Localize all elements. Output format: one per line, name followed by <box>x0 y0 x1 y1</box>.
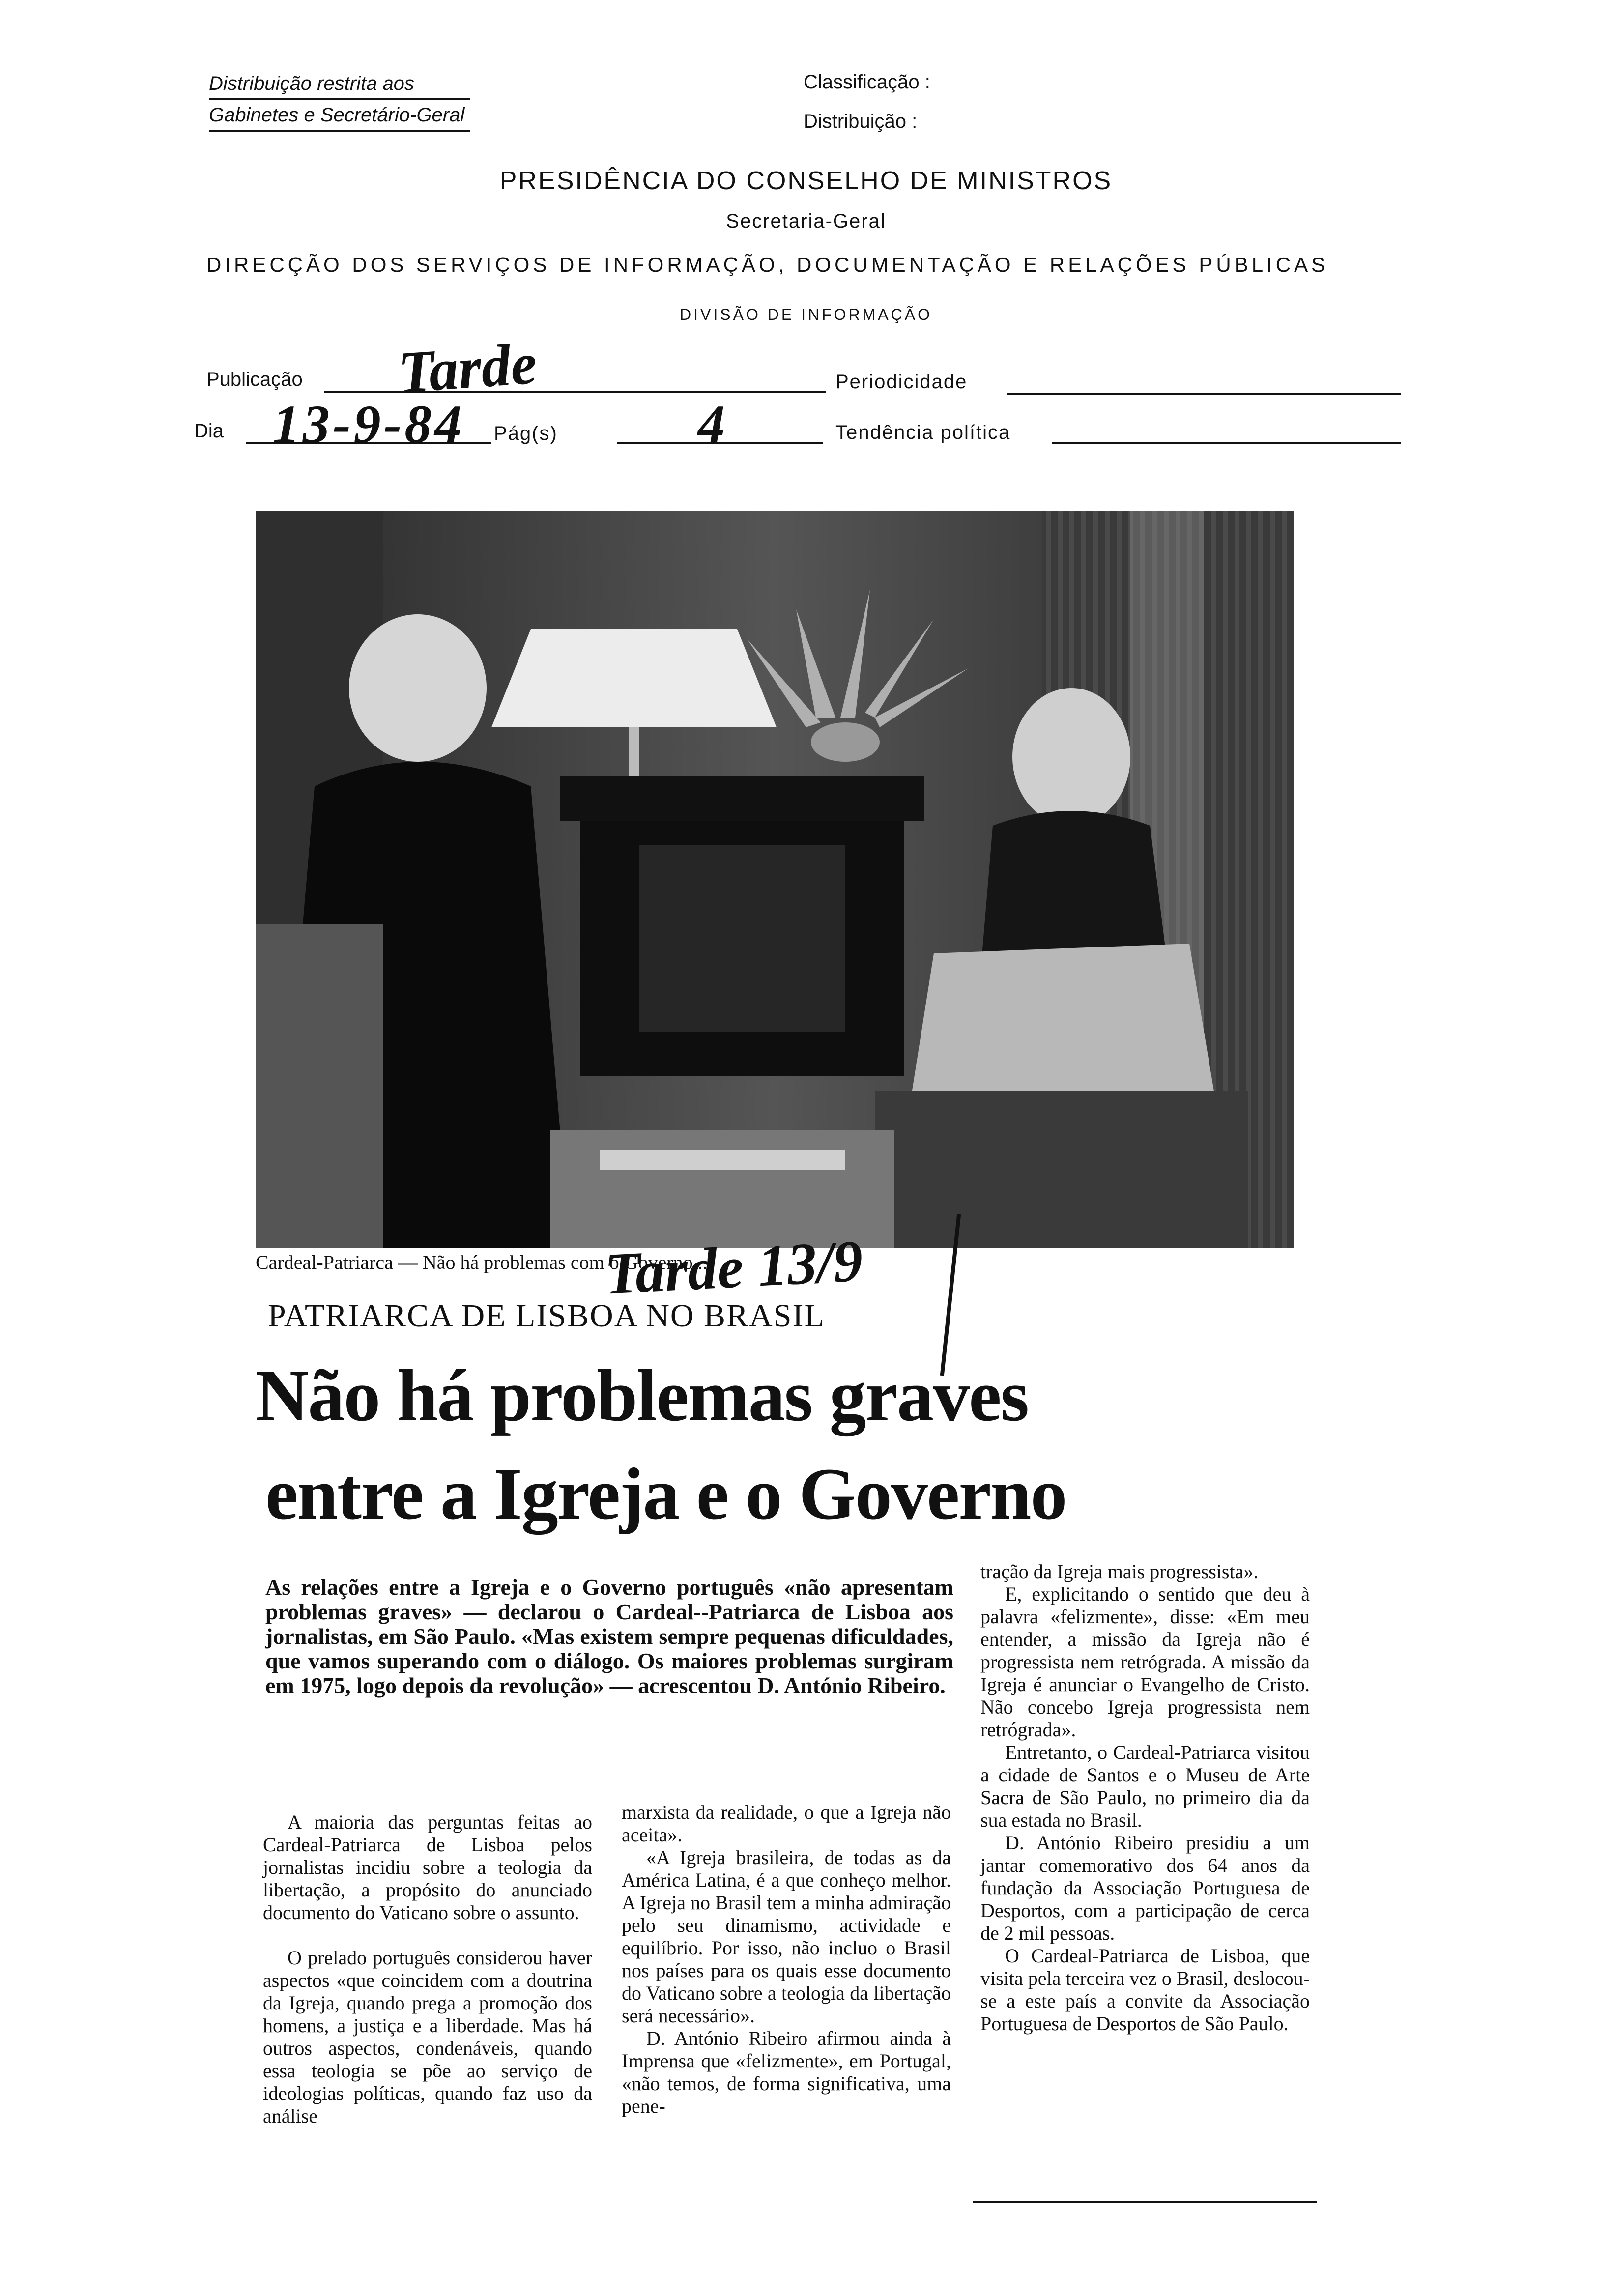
article-paragraph: D. António Ribeiro afirmou ainda à Imprensa que «felizmente», em Portugal, «não temos, de forma significativa, uma pene- <box>622 2027 951 2117</box>
article-headline-line1: Não há problemas graves <box>256 1355 1029 1436</box>
article-paragraph: tração da Igreja mais progressista». <box>980 1560 1259 1582</box>
article-paragraph: marxista da realidade, o que a Igreja não aceita». <box>622 1801 951 1846</box>
handwritten-note: Tarde 13/9 <box>603 1228 864 1307</box>
article-paragraph: «A Igreja brasileira, de todas as da América Latina, é a que conheço melhor. A Igreja no Brasil tem a minha admiração pelo seu dinamismo, actividade e equilíbrio. Por isso, não incluo o Brasil nos países para os quais esse documento do Vaticano sobre a teologia da libertação será necessário». <box>622 1846 951 2027</box>
distribution-note-line1: Distribuição restrita aos <box>209 69 470 100</box>
article-headline-line2: entre a Igreja e o Governo <box>265 1453 1066 1535</box>
article-bottom-rule <box>973 2201 1317 2203</box>
article-paragraph: A maioria das perguntas feitas ao Cardeal-Patriarca de Lisboa pelos jornalistas incidiu sobre a teologia da libertação, a propósito do anunciado documento do Vaticano sobre o assunto. <box>263 1811 592 1923</box>
political-line <box>1052 442 1401 444</box>
publication-label: Publicação <box>206 369 303 390</box>
article-column-1 <box>263 1811 592 2127</box>
distribution-note <box>209 69 470 132</box>
article-column-2 <box>622 1801 951 2118</box>
distribution-label: Distribuição : <box>804 111 918 132</box>
day-value: 13-9-84 <box>273 394 465 454</box>
article-paragraph: O prelado português considerou haver aspectos «que coincidem com a doutrina da Igreja, quando prega a promoção dos homens, a justiça e a liberdade. Mas há outros aspectos, condenáveis, quando essa teologia se põe ao serviço de ideologias políticas, quando faz uso da análise <box>263 1947 592 2127</box>
division: DIVISÃO DE INFORMAÇÃO <box>680 306 932 323</box>
article-paragraph: E, explicitando o sentido que deu à palavra «felizmente», disse: «Em meu entender, a missão da Igreja não é progressista nem retrógrada. A missão da Igreja é anunciar o Evangelho de Cristo. Não concebo Igreja progressista nem retrógrada». <box>980 1583 1310 1741</box>
classification-label: Classificação : <box>804 71 930 93</box>
publication-value: Tarde <box>396 330 539 405</box>
photo-illustration <box>256 511 1294 1248</box>
article-lead: As relações entre a Igreja e o Governo português «não apresentam problemas graves» — declarou o Cardeal--Patriarca de Lisboa aos jornalistas, em São Paulo. «Mas existem sempre pequenas dificuldades, que vamos superando com o diálogo. Os maiores problemas surgiram em 1975, logo depois da revolução» — acrescentou D. António Ribeiro. <box>265 1575 953 1698</box>
org-subtitle: Secretaria-Geral <box>726 210 886 232</box>
political-label: Tendência política <box>835 422 1011 443</box>
pages-value: 4 <box>698 394 725 454</box>
article-kicker: PATRIARCA DE LISBOA NO BRASIL <box>268 1298 825 1334</box>
directorate: DIRECÇÃO DOS SERVIÇOS DE INFORMAÇÃO, DOCUMENTAÇÃO E RELAÇÕES PÚBLICAS <box>206 253 1329 276</box>
periodicity-label: Periodicidade <box>835 371 968 393</box>
article-column-3 <box>980 1560 1310 2035</box>
article-photo <box>256 511 1294 1248</box>
periodicity-line <box>1008 393 1401 395</box>
day-label: Dia <box>194 420 224 442</box>
org-title: PRESIDÊNCIA DO CONSELHO DE MINISTROS <box>499 167 1113 195</box>
distribution-note-line2: Gabinetes e Secretário-Geral <box>209 100 470 132</box>
article-paragraph: Entretanto, o Cardeal-Patriarca visitou a cidade de Santos e o Museu de Arte Sacra de São Paulo, no primeiro dia da sua estada no Brasil. <box>980 1741 1310 1831</box>
article-paragraph: O Cardeal-Patriarca de Lisboa, que visita pela terceira vez o Brasil, deslocou-se a este país a convite da Associação Portuguesa de Desportos de São Paulo. <box>980 1945 1310 2035</box>
pages-label: Pág(s) <box>494 423 558 444</box>
article-paragraph: D. António Ribeiro presidiu a um jantar comemorativo dos 64 anos da fundação da Associação Portuguesa de Desportos, com a participação de cerca de 2 mil pessoas. <box>980 1832 1310 1944</box>
photo-caption: Cardeal-Patriarca — Não há problemas com o Governo... <box>256 1251 708 1273</box>
